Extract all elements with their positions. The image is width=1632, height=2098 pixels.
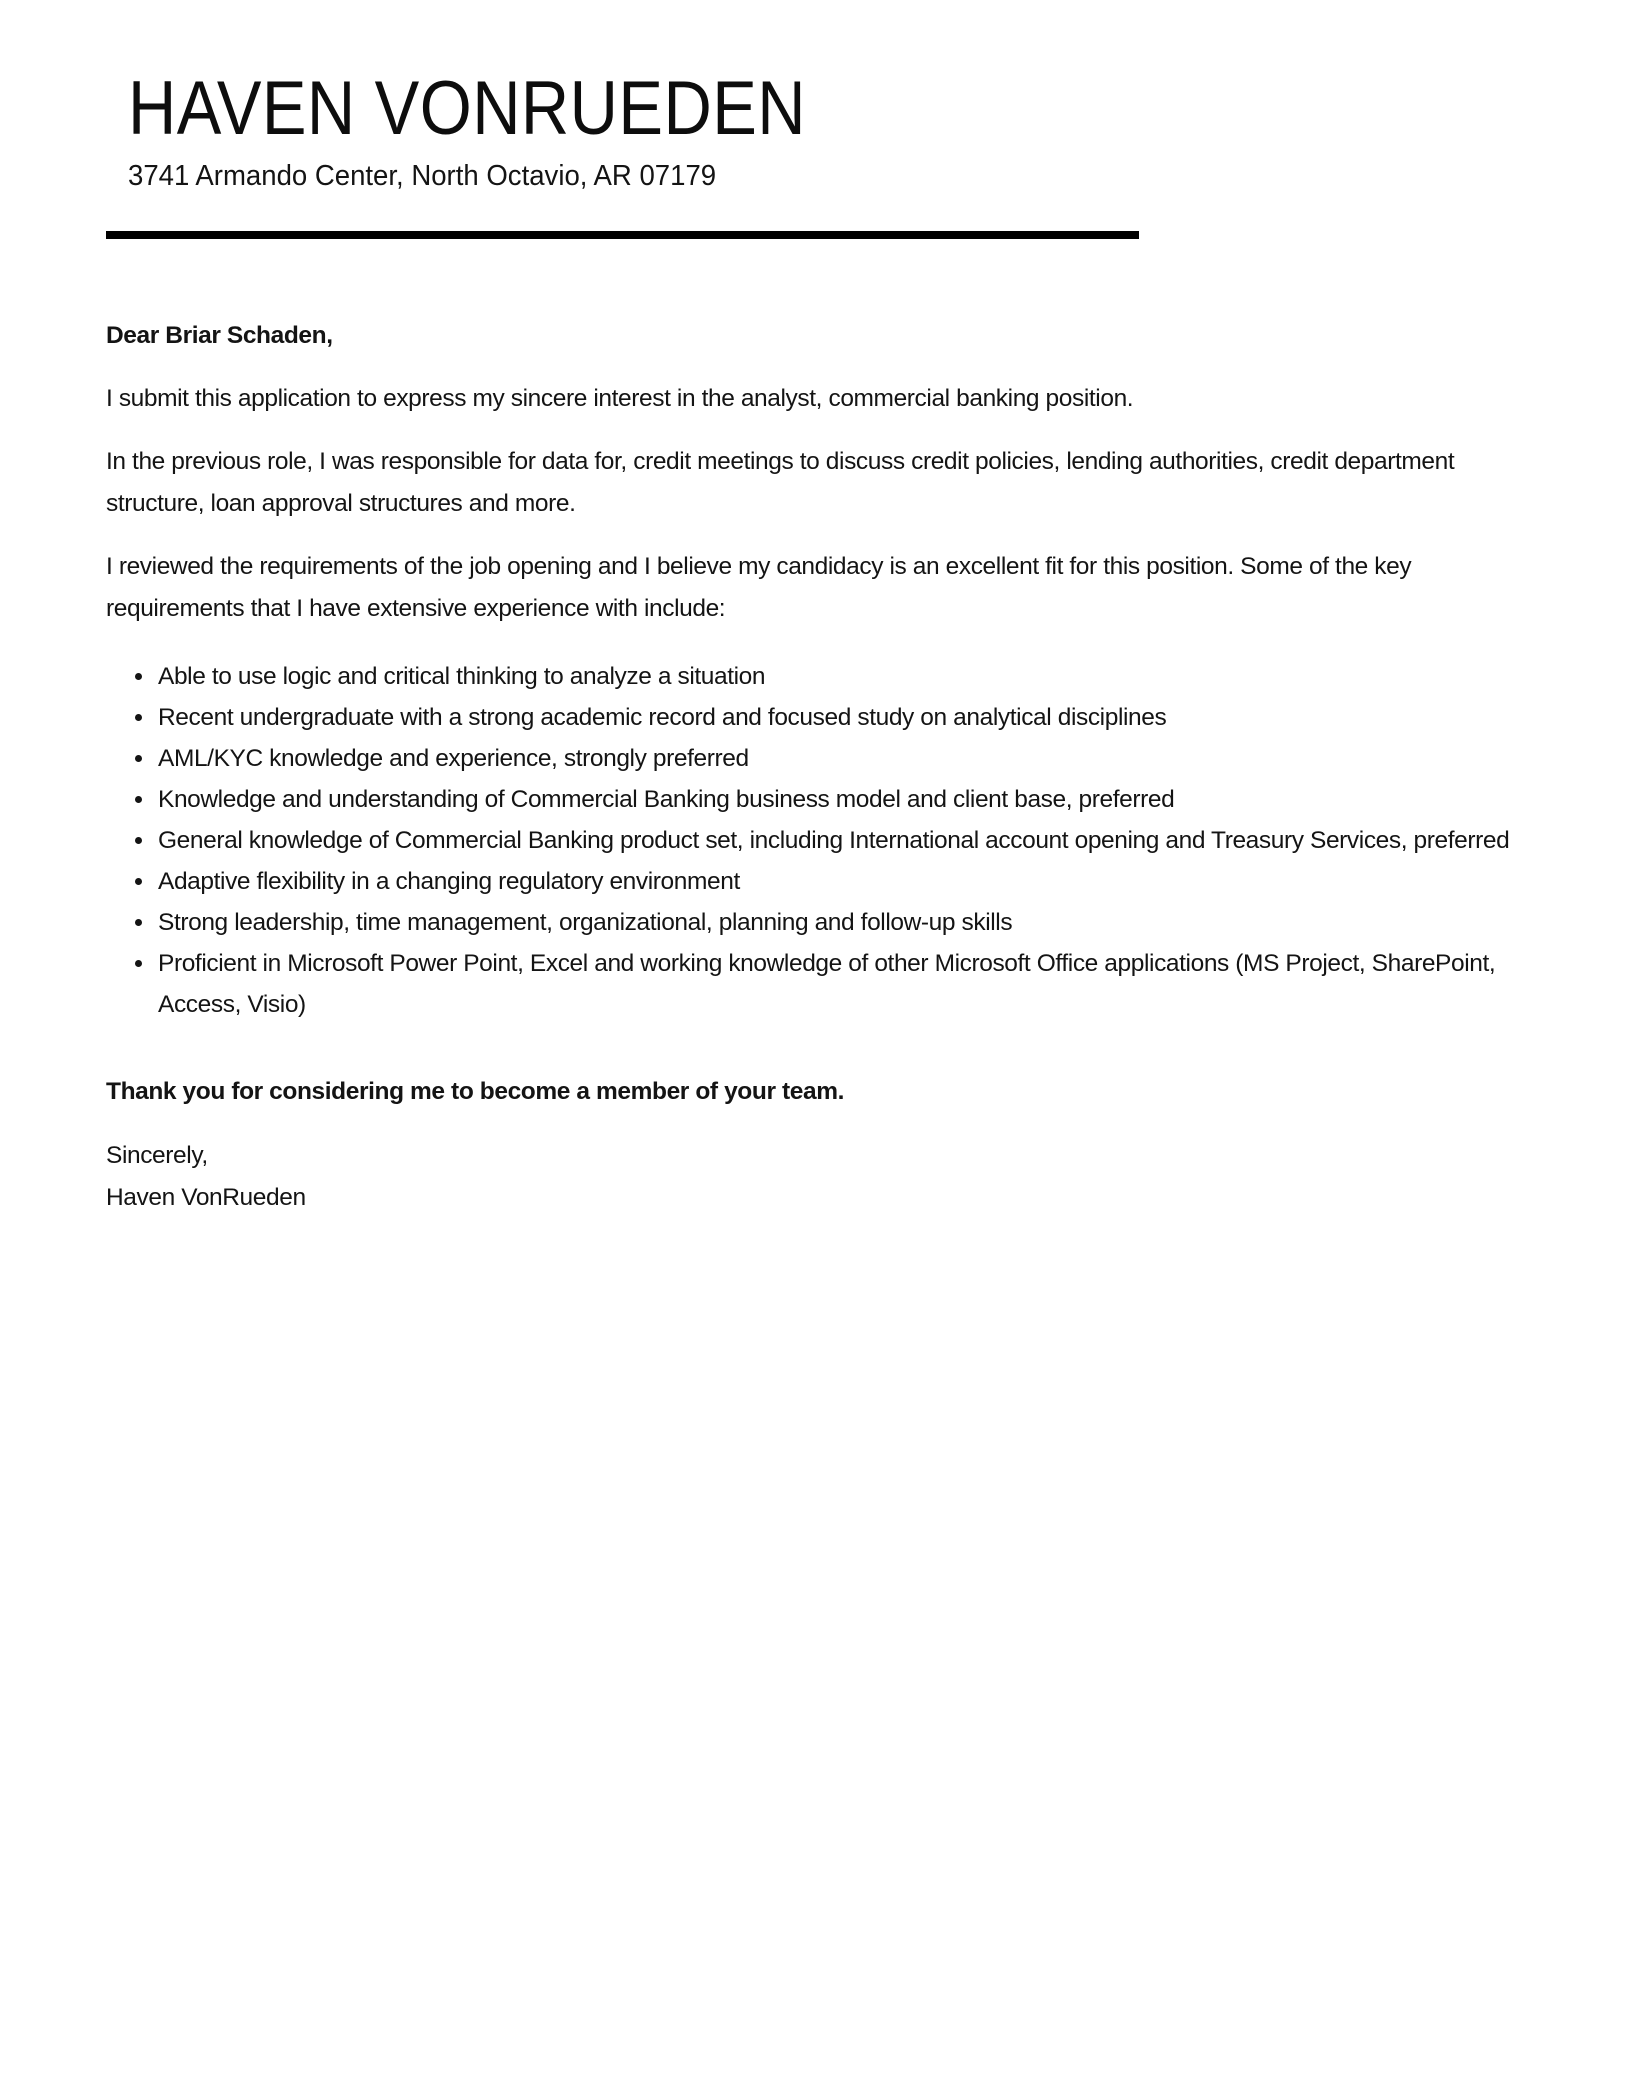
requirement-item: • Strong leadership, time management, organizational, planning and follow-up skills xyxy=(156,902,1532,943)
person-name: HAVEN VONRUEDEN xyxy=(128,66,806,151)
previous-role-paragraph: In the previous role, I was responsible for data for, credit meetings to discuss credit policies, lending authorities, credit department structure, loan approval structures and more. xyxy=(106,447,1455,517)
requirement-item: • Recent undergraduate with a strong academic record and focused study on analytical disciplines xyxy=(156,697,1532,738)
requirements-list xyxy=(106,656,1532,1025)
requirement-item: • Proficient in Microsoft Power Point, Excel and working knowledge of other Microsoft Office applications (MS Project, SharePoint, Access, Visio) xyxy=(156,943,1532,1025)
requirement-item: • Adaptive flexibility in a changing regulatory environment xyxy=(156,861,1532,902)
closing-statement: Thank you for considering me to become a member of your team. xyxy=(106,1077,844,1105)
requirements-intro-paragraph: I reviewed the requirements of the job opening and I believe my candidacy is an excellent fit for this position. Some of the key requirements that I have extensive experience with include: xyxy=(106,552,1412,622)
signature-name: Haven VonRueden xyxy=(106,1183,306,1211)
letter-body xyxy=(106,315,1532,1219)
intro-paragraph: I submit this application to express my sincere interest in the analyst, commercial banking position. xyxy=(106,384,1134,412)
header-rule xyxy=(106,231,1139,239)
greeting-line: Dear Briar Schaden, xyxy=(106,321,333,349)
requirement-item: • Knowledge and understanding of Commercial Banking business model and client base, preferred xyxy=(156,779,1532,820)
address-line: 3741 Armando Center, North Octavio, AR 07179 xyxy=(128,159,717,192)
requirement-item: • AML/KYC knowledge and experience, strongly preferred xyxy=(156,738,1532,779)
signoff-line: Sincerely, xyxy=(106,1141,208,1169)
requirement-item: • General knowledge of Commercial Banking product set, including International account opening and Treasury Services, preferred xyxy=(156,820,1532,861)
requirement-item: • Able to use logic and critical thinking to analyze a situation xyxy=(156,656,1532,697)
